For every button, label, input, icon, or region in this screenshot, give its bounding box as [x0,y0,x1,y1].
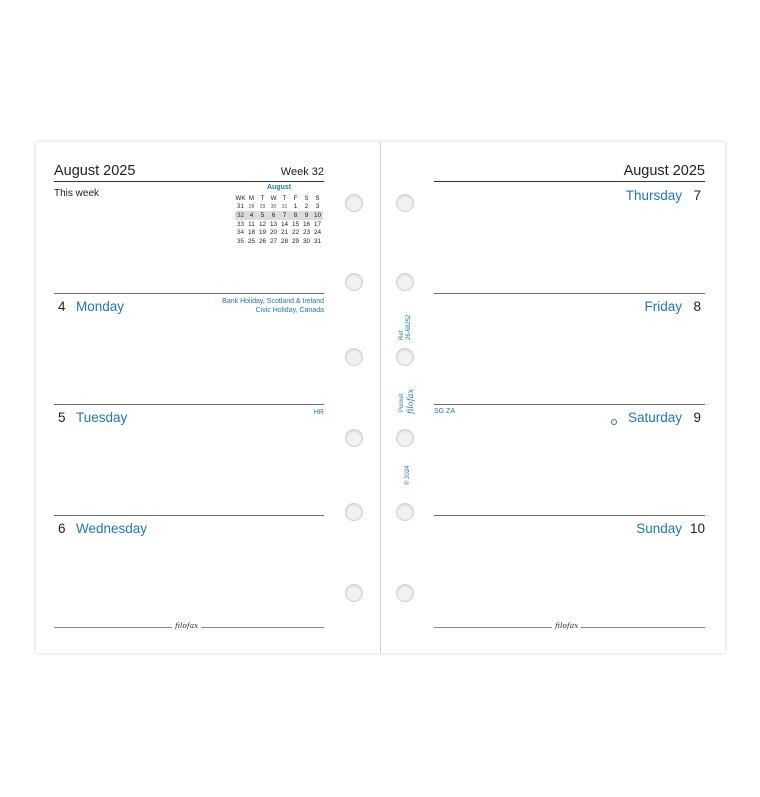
left-month-year: August 2025 [54,163,136,179]
mini-calendar-header: T [282,194,287,202]
mini-calendar-header: S [304,194,309,202]
day-divider [54,293,324,294]
day-name: Friday [644,299,682,314]
mini-calendar-row [235,237,323,246]
calendar-day: 29 [291,237,300,245]
week-number: 33 [236,220,245,228]
footer-logo: filofax [172,621,201,630]
spine-brand-logo: filofax [406,389,415,414]
calendar-day: 19 [258,229,267,237]
mini-calendar-header: S [315,194,320,202]
mini-calendar-header: M [248,194,255,202]
right-page [381,142,725,653]
calendar-day: 11 [248,220,255,228]
day-divider [54,515,324,516]
calendar-day: 16 [302,220,311,228]
calendar-day: 25 [247,237,256,245]
calendar-day: 23 [302,229,311,237]
day-name: Thursday [625,188,682,203]
ring-hole [345,273,363,291]
ref-code: 26-68252 [406,314,412,340]
calendar-day: 22 [291,229,300,237]
ring-hole [396,584,414,602]
day-note: HR [313,409,324,416]
moon-phase-icon [611,412,617,430]
country-codes-note: SG ZA [434,408,456,415]
calendar-day: 8 [290,211,301,220]
day-divider [54,404,324,405]
day-name: Wednesday [76,521,148,536]
day-number: 10 [689,521,705,536]
mini-calendar-header-row [235,194,323,203]
mini-calendar-header: WK [235,194,246,202]
ring-hole [345,348,363,366]
day-number: 6 [58,521,66,536]
day-name: Monday [76,299,125,314]
day-number: 9 [693,410,701,425]
day-divider [434,515,705,516]
day-number: 4 [58,299,66,314]
day-name: Sunday [636,521,682,536]
calendar-day: 14 [280,220,289,228]
calendar-day: 28 [248,203,255,210]
week-label: Week 32 [280,166,324,178]
calendar-day: 30 [302,237,311,245]
mini-calendar [235,194,323,246]
ring-hole [396,503,414,521]
calendar-day: 12 [258,220,267,228]
day-number: 8 [693,299,701,314]
ring-hole [396,348,414,366]
day-number: 5 [58,410,66,425]
holiday-note-line: Civic Holiday, Canada [255,307,324,314]
planner-spread [36,142,725,653]
day-name: Tuesday [76,410,128,425]
week-number: 35 [236,237,245,245]
calendar-day: 10 [313,211,322,219]
calendar-day: 2 [304,203,309,211]
holiday-note [222,297,324,315]
ref-label: Ref: [399,328,405,340]
mini-calendar-row [235,220,323,229]
this-week-label: This week [54,188,100,199]
mini-calendar-header: F [293,194,298,202]
ring-hole [345,194,363,212]
calendar-day: 21 [280,229,289,237]
calendar-day: 31 [313,237,322,245]
calendar-day: 4 [246,211,257,220]
calendar-day: 27 [269,237,278,245]
calendar-day: 29 [259,203,266,210]
calendar-day: 31 [281,203,288,210]
copyright: © 2024 [405,465,411,485]
right-month-year: August 2025 [623,163,705,179]
ring-hole [345,429,363,447]
calendar-day: 7 [279,211,290,220]
ring-hole [396,429,414,447]
mini-calendar-header: W [270,194,277,202]
calendar-day: 24 [313,229,322,237]
header-rule [434,181,705,182]
calendar-day: 6 [268,211,279,220]
left-page [36,142,381,653]
week-number: 32 [236,211,245,219]
ring-hole [396,194,414,212]
footer-logo: filofax [552,621,581,630]
mini-calendar-title: August [267,184,292,191]
mini-calendar-row [235,228,323,237]
calendar-day: 15 [291,220,300,228]
ring-hole [345,503,363,521]
mini-calendar-row-current-week [235,211,323,220]
calendar-day: 28 [280,237,289,245]
holiday-note-line: Bank Holiday, Scotland & Ireland [222,298,324,305]
pocket-label: Pocket [399,393,405,412]
calendar-day: 26 [258,237,267,245]
ring-hole [345,584,363,602]
week-number: 34 [236,229,245,237]
calendar-day: 5 [257,211,268,220]
day-number: 7 [693,188,701,203]
calendar-day: 17 [313,220,322,228]
calendar-day: 9 [301,211,312,220]
calendar-day: 1 [293,203,298,211]
week-number: 31 [236,203,245,211]
mini-calendar-header: T [260,194,265,202]
header-rule [54,181,324,182]
calendar-day: 20 [269,229,278,237]
day-divider [434,404,705,405]
mini-calendar-row [235,203,323,212]
ring-hole [396,273,414,291]
day-name: Saturday [627,410,682,425]
day-divider [434,293,705,294]
calendar-day: 30 [270,203,277,210]
calendar-day: 18 [247,229,256,237]
calendar-day: 3 [315,203,320,211]
calendar-day: 13 [269,220,278,228]
